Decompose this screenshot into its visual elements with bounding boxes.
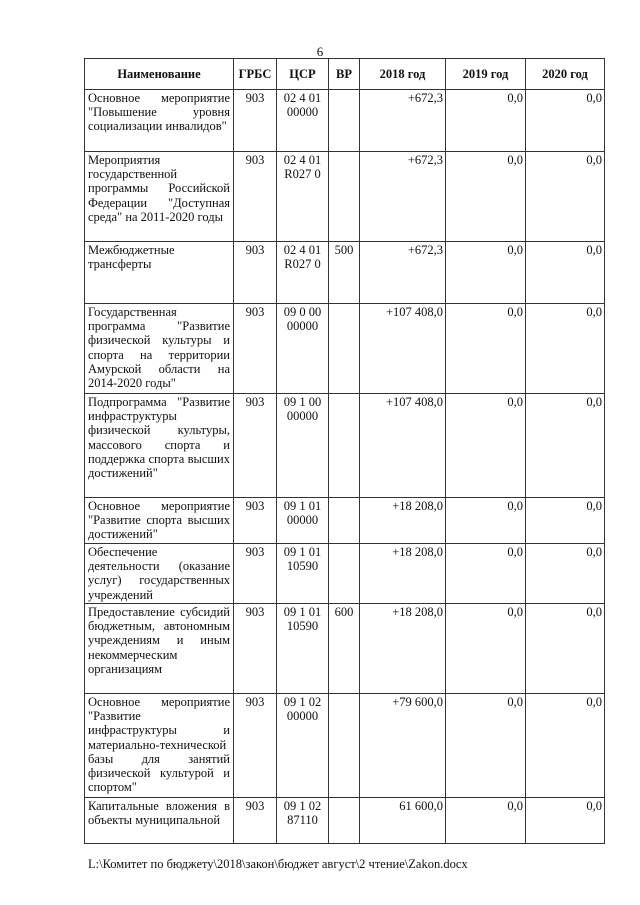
header-2020: 2020 год [526,59,605,90]
row-csr: 09 0 00 00000 [277,304,329,394]
row-grbs: 903 [234,90,277,152]
row-csr: 09 1 00 00000 [277,394,329,498]
row-vr: 600 [329,604,360,694]
header-name: Наименование [85,59,234,90]
table-row [85,798,605,844]
row-grbs: 903 [234,242,277,304]
header-csr: ЦСР [277,59,329,90]
row-2018: +672,3 [360,152,446,242]
row-csr: 09 1 02 87110 [277,798,329,844]
row-grbs: 903 [234,694,277,798]
row-2020: 0,0 [526,544,605,604]
row-csr: 09 1 01 10590 [277,544,329,604]
row-name: Основное мероприятие "Повышение уровня социализации инвалидов" [85,90,234,152]
row-2019: 0,0 [446,304,526,394]
page-number: 6 [316,44,324,59]
row-grbs: 903 [234,498,277,544]
row-csr: 09 1 02 00000 [277,694,329,798]
row-vr [329,394,360,498]
row-name: Мероприятия государственной программы Российской Федерации "Доступная среда" на 2011-2020 годы [85,152,234,242]
header-grbs: ГРБС [234,59,277,90]
row-2020: 0,0 [526,394,605,498]
row-2020: 0,0 [526,242,605,304]
row-2018: +18 208,0 [360,544,446,604]
row-2019: 0,0 [446,394,526,498]
row-grbs: 903 [234,394,277,498]
row-vr [329,498,360,544]
row-grbs: 903 [234,604,277,694]
row-name: Государственная программа "Развитие физической культуры и спорта на территории Амурской области на 2014-2020 годы" [85,304,234,394]
row-name: Предоставление субсидий бюджетным, автономным учреждениям и иным некоммерческим организациям [85,604,234,694]
header-vr: ВР [329,59,360,90]
row-2018: +18 208,0 [360,604,446,694]
row-vr [329,544,360,604]
row-vr [329,304,360,394]
header-2018: 2018 год [360,59,446,90]
row-2018: +107 408,0 [360,304,446,394]
row-2020: 0,0 [526,798,605,844]
row-2018: +107 408,0 [360,394,446,498]
table-row [85,394,605,498]
row-csr: 09 1 01 00000 [277,498,329,544]
row-name: Межбюджетные трансферты [85,242,234,304]
row-csr: 09 1 01 10590 [277,604,329,694]
table-row [85,498,605,544]
row-2020: 0,0 [526,694,605,798]
row-2018: +672,3 [360,242,446,304]
row-2018: +79 600,0 [360,694,446,798]
row-name: Основное мероприятие "Развитие инфраструктуры и материально-технической базы для занятий физической культурой и спортом" [85,694,234,798]
table-row [85,544,605,604]
table-row [85,694,605,798]
row-grbs: 903 [234,152,277,242]
row-2018: +18 208,0 [360,498,446,544]
row-2019: 0,0 [446,798,526,844]
row-name: Основное мероприятие "Развитие спорта высших достижений" [85,498,234,544]
row-vr [329,694,360,798]
row-vr [329,152,360,242]
row-name: Капитальные вложения в объекты муниципальной [85,798,234,844]
row-2019: 0,0 [446,90,526,152]
table-row [85,304,605,394]
row-2020: 0,0 [526,304,605,394]
table-row [85,604,605,694]
footer-file-path: L:\Комитет по бюджету\2018\закон\бюджет август\2 чтение\Zakon.docx [88,857,468,871]
table-header-row [85,59,605,90]
row-2018: 61 600,0 [360,798,446,844]
row-vr [329,90,360,152]
row-2018: +672,3 [360,90,446,152]
table-row [85,90,605,152]
row-2020: 0,0 [526,90,605,152]
row-2020: 0,0 [526,498,605,544]
row-vr: 500 [329,242,360,304]
budget-table [84,58,605,844]
row-2020: 0,0 [526,604,605,694]
row-vr [329,798,360,844]
row-2019: 0,0 [446,694,526,798]
table-row [85,242,605,304]
row-2020: 0,0 [526,152,605,242]
row-grbs: 903 [234,544,277,604]
header-2019: 2019 год [446,59,526,90]
row-name: Обеспечение деятельности (оказание услуг) государственных учреждений [85,544,234,604]
row-grbs: 903 [234,304,277,394]
row-2019: 0,0 [446,242,526,304]
row-2019: 0,0 [446,544,526,604]
row-csr: 02 4 01 00000 [277,90,329,152]
table-row [85,152,605,242]
row-name: Подпрограмма "Развитие инфраструктуры физической культуры, массового спорта и поддержка спорта высших достижений" [85,394,234,498]
row-2019: 0,0 [446,498,526,544]
row-2019: 0,0 [446,604,526,694]
row-grbs: 903 [234,798,277,844]
row-csr: 02 4 01 R027 0 [277,242,329,304]
row-csr: 02 4 01 R027 0 [277,152,329,242]
row-2019: 0,0 [446,152,526,242]
